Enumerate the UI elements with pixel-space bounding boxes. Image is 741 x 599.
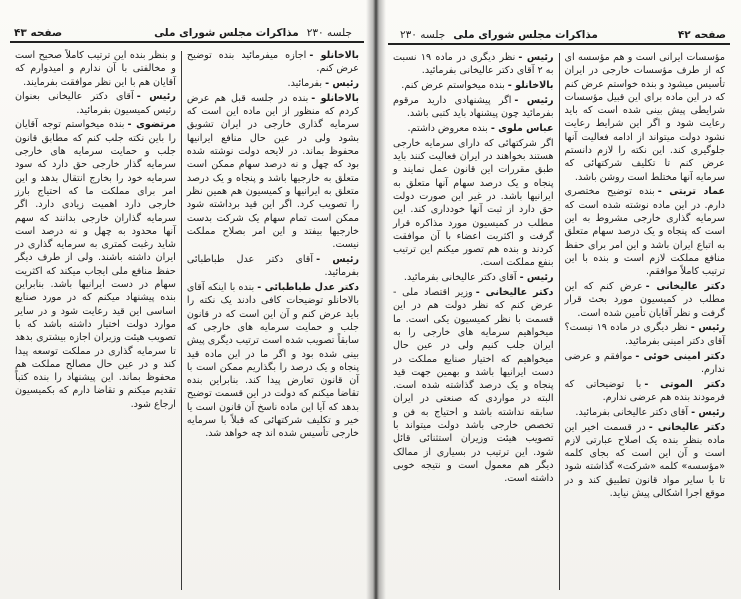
speaker-name: عباس ملوی - — [490, 122, 554, 134]
speech-paragraph — [565, 350, 726, 377]
speech-paragraph — [393, 271, 554, 284]
speaker-name: رئیس - — [514, 94, 554, 106]
speech-paragraph — [393, 79, 554, 92]
speech-paragraph — [393, 51, 554, 78]
page-number: صفحه ۴۳ — [14, 27, 63, 39]
speaker-name: دکتر عالیخانی - — [645, 281, 725, 293]
column-left — [388, 51, 559, 594]
speech-text: بنده توضیح مختصری دارم. در این ماده نوشته شده است که سرمایه گذاری خارجی مشروط به این است که پنجاه و یک درصد سهام متعلق به اتباع ایران باشد و این امر برای حفظ منافع مملکت لازم است و بنده با این ترتیب کاملاً موافقم. — [564, 186, 725, 278]
proceedings-title: مذاکرات مجلس شورای ملی — [453, 29, 598, 41]
right-page — [388, 26, 730, 594]
speech-text: و بنظر بنده این ترتیب کاملاً صحیح است و مخالفتی با آن ندارم و امیدوارم که آقایان هم با این نظر موافقت بفرمایند. — [15, 50, 176, 88]
speech-paragraph — [393, 137, 554, 270]
page-columns — [10, 49, 364, 594]
proceedings-title: مذاکرات مجلس شورای ملی — [154, 27, 299, 39]
speaker-name: دکتر امینی خوئی - — [635, 350, 725, 362]
speech-text: آقای دکتر عالیخانی بفرمائید. — [575, 406, 689, 418]
speaker-name: رئیس - — [518, 52, 554, 63]
speaker-name: دکتر الموتی - — [644, 378, 725, 390]
speech-paragraph — [565, 406, 726, 419]
speaker-name: دکتر عالیخانی - — [648, 421, 725, 433]
speech-text: بنده در جلسه قبل هم عرض کردم که منظور از این ماده این است که سرمایه گذاری خارجی در ایران تشویق بشود ولی در عین حال منافع ایرانیها محفوظ بماند. در لایحه دولت نوشته شده بود که چهل و نه درصد سهام ممکن است متعلق به خارجیها باشد و پنجاه و یک درصد متعلق به ایرانیها و کمیسیون هم همین نظر را تصویب کرد. اگر این قید برداشته شود ممکن است تمام سهام یک شرکت بدست خارجیها بیفتد و این امر بصلاح مملکت نیست. — [186, 92, 359, 251]
speech-text: در قسمت اخیر این ماده بنظر بنده یک اصلاح عبارتی لازم است و آن این است که بجای کلمه «مؤسسه» کلمه «شرکت» گذاشته شود تا با سایر مواد قانون تطبیق کند و در موقع اجرا اشکالی پیش نیاید. — [564, 421, 725, 499]
speech-text: بنده با اینکه آقای بالاخانلو توضیحات کافی دادند یک نکته را باید عرض کنم و آن این است که در قانون جلب و حمایت سرمایه های خارجی که سابقاً تصویب شده است ترتیب دیگری پیش بینی شده بود و اگر ما در این ماده قید پنجاه و یک درصد را بگذاریم ممکن است با آن قانون تعارض پیدا کند. بنابراین بنده تقاضا میکنم که دولت در این قسمت توضیح بدهد که آیا این ماده ناسخ آن قانون است یا خیر و تکلیف شرکتهائی که قبلاً با سرمایه خارجی تأسیس شده اند چه خواهد شد. — [186, 282, 359, 440]
speech-paragraph — [565, 421, 726, 501]
speech-text: عرض کنم که این مطلب در کمیسیون مورد بحث قرار گرفت و نظر آقایان تأمین شده است. — [564, 281, 725, 319]
speech-text: موافقم و عرضی ندارم. — [564, 350, 725, 375]
speaker-name: رئیس - — [691, 406, 725, 418]
column-right — [182, 49, 364, 594]
speech-text: با توضیحاتی که فرمودند بنده هم عرضی ندارم. — [564, 378, 725, 403]
speech-text: آقای دکتر عدل طباطبائی بفرمائید. — [186, 253, 359, 279]
speech-text: مؤسسات ایرانی است و هم مؤسسه ای که از طرف مؤسسات خارجی در ایران تأسیس میشود و بنده خواستم عرض کنم که در این ماده برای این قبیل مؤسسات شرایطی پیش بینی شده است که باید رعایت شود و اگر این شرایط رعایت نشود دولت میتواند از ادامه فعالیت آنها جلوگیری کند. این نکته را لازم دانستم عرض کنم تا تکلیف شرکتهائی که سرمایه آنها مختلط است روشن باشد. — [564, 52, 725, 183]
speech-text: وزیر اقتصاد ملی - عرض کنم که نظر دولت هم در این قسمت با نظر کمیسیون یکی است. ما میخواهیم سرمایه های خارجی را به ایران جلب کنیم ولی در عین حال میخواهیم که اختیار صنایع مملکت در دست ایرانیها باشد و بهمین جهت قید پنجاه و یک درصد گذاشته شده است. البته در مواردی که صنعتی در ایران سابقه نداشته باشد و احتیاج به فن و تخصص خارجی باشد دولت میتواند با تصویب هیئت وزیران استثنائی قائل شود. این ترتیب در بسیاری از ممالک دیگر هم معمول است و نتیجه خوبی داشته است. — [393, 287, 554, 485]
speech-text: اگر پیشنهادی دارید مرقوم بفرمائید چون پیشنهاد باید کتبی باشد. — [393, 94, 554, 120]
speaker-name: بالاخانلو - — [309, 50, 359, 61]
speaker-name: رئیس - — [325, 78, 359, 90]
speech-paragraph — [187, 49, 359, 76]
speaker-name: دکتر عدل طباطبائی - — [257, 282, 359, 294]
speech-paragraph — [393, 94, 554, 121]
column-divider — [181, 51, 182, 590]
session-number: جلسه ۲۳۰ — [306, 27, 352, 39]
speech-paragraph — [565, 51, 726, 184]
speech-text: آقای دکتر عالیخانی بعنوان رئیس کمیسیون بفرمائید. — [15, 91, 176, 116]
speech-text: بفرمائید. — [287, 78, 323, 90]
speech-text: اگر شرکتهائی که دارای سرمایه خارجی هستند بخواهند در ایران فعالیت کنند باید طبق مقررات این قانون عمل نمایند و پنجاه و یک درصد سهام آنها متعلق به ایرانیها باشد. در غیر این صورت دولت حق دارد از ثبت آنها خودداری کند. این مطلب در کمیسیون مورد مذاکره قرار گرفت و اکثریت اعضاء با آن موافقت کردند و بنده هم تصور میکنم این ترتیب بنفع مملکت است. — [393, 137, 554, 269]
speech-paragraph — [187, 253, 359, 280]
speech-text: نظر دیگری در ماده ۱۹ نیست؟ آقای دکتر امینی بفرمائید. — [564, 322, 725, 347]
speech-paragraph — [187, 77, 359, 90]
book-gutter — [366, 0, 386, 599]
speech-text: بنده معروض داشتم. — [407, 122, 488, 134]
speech-paragraph — [393, 286, 554, 485]
speech-paragraph — [15, 90, 176, 117]
page-header — [388, 26, 730, 45]
speech-paragraph — [393, 122, 554, 135]
speech-text: اجازه میفرمائید بنده توضیح عرض کنم. — [186, 50, 359, 75]
session-number: جلسه ۲۳۰ — [400, 29, 446, 41]
speech-paragraph — [187, 92, 359, 252]
column-right — [560, 51, 731, 594]
speech-text: نظر دیگری در ماده ۱۹ نسبت به ۲ آقای دکتر عالیخانی بفرمائید. — [393, 52, 554, 77]
speech-text: آقای دکتر عالیخانی بفرمائید. — [403, 272, 517, 284]
speaker-name: رئیس - — [519, 272, 554, 284]
speech-text: بنده میخواستم عرض کنم. — [401, 80, 505, 92]
speaker-name: رئیس - — [316, 253, 359, 265]
speech-text: بنده میخواستم توجه آقایان را باین نکته جلب کنم که مطابق قانون جلب و حمایت سرمایه های خارجی سرمایه گذار خارجی حق دارد که سود سرمایه خود را بخارج انتقال بدهد و این امر برای مملکت ما که احتیاج بارز خارجی دارد اهمیت زیادی دارد. اگر سرمایه گذاران خارجی بدانند که سهم آنها محدود به چهل و نه درصد است شاید رغبت کمتری به سرمایه گذاری در ایران داشته باشند. ولی از طرف دیگر حفظ منافع ملی ایجاب میکند که اکثریت سهام در دست ایرانیها باشد. بنابراین بنده پیشنهاد میکنم که در مورد صنایع اساسی این قید رعایت شود و در سایر موارد دولت اختیار داشته باشد که با تصویب هیئت وزیران اجازه بیشتری بدهد تا سرمایه گذاری در مملکت توسعه پیدا کند و در عین حال مصالح مملکت هم محفوظ بماند. این پیشنهاد را بنده کتباً تقدیم میکنم و تقاضا دارم که بکمیسیون ارجاع شود. — [15, 119, 176, 410]
column-divider — [559, 53, 560, 590]
page-columns — [388, 51, 730, 594]
speech-paragraph — [187, 281, 359, 441]
column-left — [10, 49, 181, 594]
speaker-name: عماد تربتی - — [657, 186, 725, 198]
speech-paragraph — [565, 185, 726, 278]
speech-paragraph — [565, 321, 726, 348]
speech-paragraph — [15, 118, 176, 411]
page-number: صفحه ۴۲ — [677, 29, 726, 41]
left-page — [10, 24, 364, 594]
speaker-name: رئیس - — [690, 322, 725, 334]
speaker-name: رئیس - — [136, 91, 176, 103]
speech-paragraph — [15, 49, 176, 89]
speaker-name: بالاخانلو - — [311, 92, 359, 104]
page-header — [10, 24, 364, 43]
speech-paragraph — [565, 280, 726, 320]
speech-paragraph — [565, 378, 726, 405]
speaker-name: بالاخانلو - — [507, 80, 554, 92]
speaker-name: مرتضوی - — [127, 119, 176, 131]
speaker-name: دکتر عالیخانی - — [475, 287, 554, 299]
